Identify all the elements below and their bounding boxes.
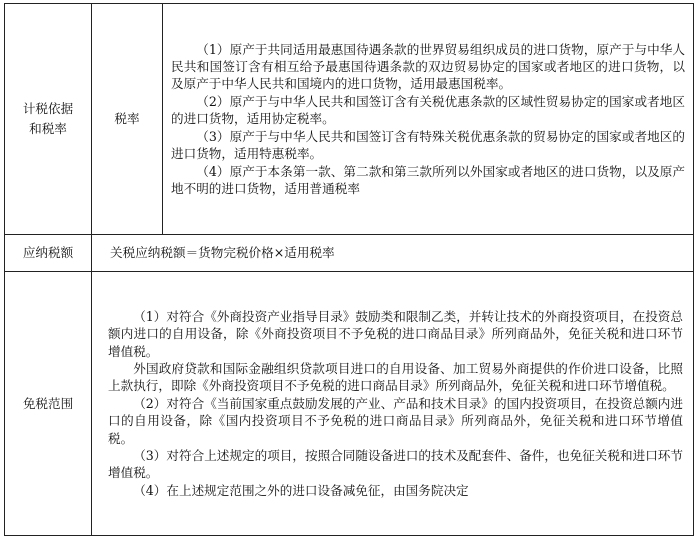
rate-paragraph: （4）原产于本条第一款、第二款和第三款所列以外国家或者地区的进口货物，以及原产地不明的进口货物，适用普通税率 — [171, 163, 685, 196]
row-label-line2: 和税率 — [29, 121, 67, 136]
row-label-exempt: 免税范围 — [5, 272, 92, 536]
rate-paragraph: （2）原产于与中华人民共和国签订含有关税优惠条款的区域性贸易协定的国家或者地区的进口货物，适用协定税率。 — [171, 93, 685, 127]
exempt-paragraph: （4）在上述规定范围之外的进口设备减免征，由国务院决定 — [133, 482, 469, 498]
exempt-paragraph: （1）对符合《外商投资产业指导目录》鼓励类和限制乙类，并转让技术的外商投资项目，在投资总额内进口的自用设备，除《外商投资项目不予免税的进口商品目录》所列商品外，免征关税和进口环节增值税。 — [108, 308, 683, 359]
row-label-line1: 计税依据 — [22, 101, 74, 116]
exempt-paragraph: 外国政府贷款和国际金融组织贷款项目进口的自用设备、加工贸易外商提供的作价进口设备，比照上款执行，即除《外商投资项目不予免税的进口商品目录》所列商品外，免征关税和进口环节增值税。 — [108, 360, 683, 394]
tax-table — [4, 3, 694, 536]
rate-paragraph: （3）原产于与中华人民共和国签订含有特殊关税优惠条款的贸易协定的国家或者地区的进口货物，适用特惠税率。 — [171, 128, 685, 162]
payable-formula: 关税应纳税额＝货物完税价格×适用税率 — [92, 235, 694, 272]
exempt-paragraph: （2）对符合《当前国家重点鼓励发展的产业、产品和技术目录》的国内投资项目，在投资总额内进口的自用设备，除《国内投资项目不予免税的进口商品目录》所列商品外，免征关税和进口环节增值税。 — [108, 395, 683, 446]
row-sublabel-rate: 税率 — [92, 4, 163, 235]
row-label-basis — [5, 4, 92, 235]
rate-description — [163, 4, 694, 235]
table-row-payable — [5, 235, 694, 272]
rate-paragraph: （1）原产于共同适用最惠国待遇条款的世界贸易组织成员的进口货物，原产于与中华人民共和国签订含有相互给予最惠国待遇条款的双边贸易协定的国家或者地区的进口货物，以及原产于中华人民共和国境内的进口货物，适用最惠国税率。 — [171, 41, 685, 92]
exempt-description — [92, 272, 694, 536]
row-label-payable: 应纳税额 — [5, 235, 92, 272]
table-row-basis — [5, 4, 694, 235]
exempt-paragraph: （3）对符合上述规定的项目，按照合同随设备进口的技术及配套件、备件，也免征关税和进口环节增值税。 — [108, 448, 683, 481]
table-row-exempt — [5, 272, 694, 536]
